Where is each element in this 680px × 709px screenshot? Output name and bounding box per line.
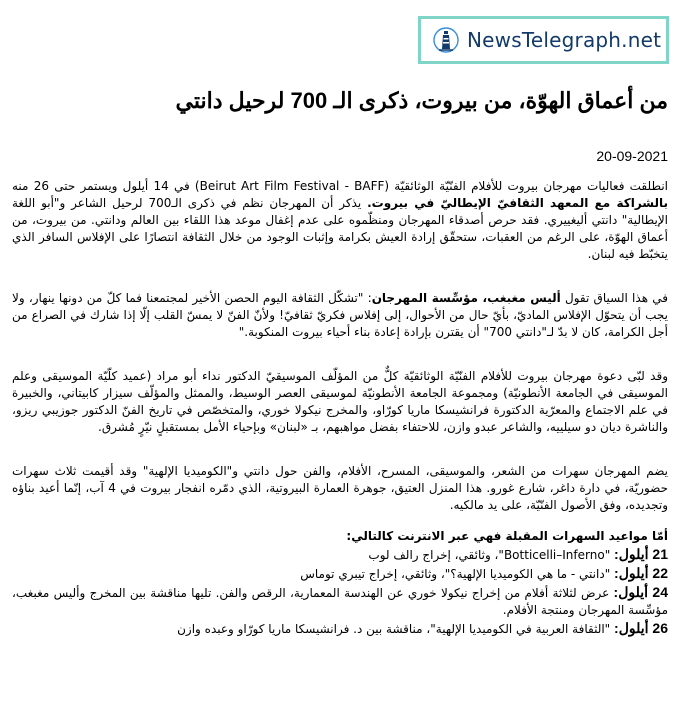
schedule-day: 24 أيلول: bbox=[613, 584, 668, 600]
schedule-item bbox=[12, 620, 668, 638]
schedule-text: "الثقافة العربية في الكوميديا الإلهية"، مناقشة بين د. فرانشيسكا ماريا كورّاو وعبده وازن bbox=[177, 622, 615, 636]
site-logo[interactable] bbox=[418, 16, 669, 64]
intro-continuation: يذكر أن المهرجان نظم في ذكرى الـ700 لرحيل الشاعر و"أبو اللغة الإيطالية" دانتي أليغييري. فقد حرص أصدقاء المهرجان ومنظّموه على عدم إغفال موعد هذا اللقاء بين العالم ودانتي. من بيروت، من أعماق الهوّة، على الرغم من العقبات، ستحقّق إرادة العيش بكرامة وإثبات الوجود من خلال الثقافة انتصارًا على الإفلاس السافر الذي يتخبّط فيه لبنان. bbox=[12, 196, 668, 261]
schedule-item bbox=[12, 584, 668, 619]
schedule-day: 22 أيلول: bbox=[614, 565, 668, 581]
schedule-day: 21 أيلول: bbox=[614, 546, 668, 562]
quote-lead: في هذا السياق تقول bbox=[560, 291, 668, 305]
schedule-item bbox=[12, 565, 668, 583]
partnership-text: بالشراكة مع المعهد الثقافيّ الإيطاليّ في بيروت. bbox=[367, 196, 669, 210]
schedule-day: 26 أيلول: bbox=[614, 620, 668, 636]
article-body bbox=[12, 178, 668, 639]
paragraph-program: يضم المهرجان سهرات من الشعر، والموسيقى، المسرح، الأفلام، والفن حول دانتي و"الكوميديا الإلهية" وقد أقيمت ثلاث سهرات حضوريّة، في دارة داغر، شارع غورو. هذا المنزل العتيق، جوهرة العمارة البيروتية، الذي دمّره انفجار بيروت في 4 آب، إنّما أعيد بناؤه وتجديده، وفق الأصول الفنّيّة، على يد مالكيه. bbox=[12, 464, 668, 512]
paragraph-quote bbox=[12, 290, 668, 341]
schedule-text: "دانتي - ما هي الكوميديا الإلهية؟"، وثائقي، إخراج تيبري توماس bbox=[300, 567, 615, 581]
founder-name: أليس مغبغب، مؤسِّسة المهرجان bbox=[371, 291, 561, 305]
intro-text: انطلقت فعاليات مهرجان بيروت للأفلام الفنّيّة الوثائقيّة (Beirut Art Film Festival - BAFF) في 14 أيلول ويستمر حتى 26 منه bbox=[12, 179, 668, 193]
schedule-text: "Botticelli–Inferno"، وثائقي، إخراج رالف لوب bbox=[368, 548, 615, 562]
paragraph-participants: وقد لبّى دعوة مهرجان بيروت للأفلام الفنّيّة الوثائقيّة كلٌّ من المؤلّف الموسيقيّ الدكتور نداء أبو مراد (عميد كلّيّة الموسيقى وعلم الموسيقى في الجامعة الأنطونيّة) ومجموعة الجامعة الأنطونيّة لموسيقى العصر الوسيط، والممثل والمؤلّف سيزار كابيتاني، والخبيرة في علم الاجتماع والمعرّية الدكتورة فرانشيسكا ماريا كورّاو، والمخرج نيكولا خوري، والمتخصّص في تاريخ الفنّ الدكتور جوزيبي ريزو، والناشرة ديان دو سيلييه، والشاعر عبدو وازن، للاحتفاء بفضل مواهبهم، بـ «لبنان» وبإحياء الأمل بمستقبلٍ نيّرٍ مُشرق. bbox=[12, 369, 668, 434]
logo-text: NewsTelegraph.net bbox=[467, 28, 662, 52]
schedule-item bbox=[12, 546, 668, 564]
quote-text: : "تشكّل الثقافة اليوم الحصن الأخير لمجتمعنا فما كلّ من دونها ينهار، ولا يجب أن يتحوّل الإفلاس الماديّ، بأيّ حال من الأحوال، إلى إفلاس فكريّ ثقافيّ! ولأنّ الفنّ لا يمسّ القلب إلّا إذا شارك في الصراع من أجل الكرامة، كان لا بدّ لـ"دانتي 700" أن يقترن بإرادة إعادة بناء أحياء بيروت المنكوبة." bbox=[12, 291, 668, 339]
schedule-text: عرض لثلاثة أفلام من إخراج نيكولا خوري عن الهندسة المعمارية، الرقص والفن. تليها مناقشة بين المخرج وأليس مغبغب، مؤسِّسة المهرجان ومنتجة الأفلام. bbox=[12, 586, 668, 617]
article-title: من أعماق الهوّة، من بيروت، ذكرى الـ 700 لرحيل دانتي bbox=[175, 88, 668, 113]
article-date: 20-09-2021 bbox=[596, 148, 668, 164]
schedule-list bbox=[12, 546, 668, 638]
paragraph-intro bbox=[12, 178, 668, 263]
schedule-heading: أمّا مواعيد السهرات المقبلة فهي عبر الانترنت كالتالي: bbox=[346, 529, 668, 543]
lighthouse-icon bbox=[433, 25, 459, 55]
